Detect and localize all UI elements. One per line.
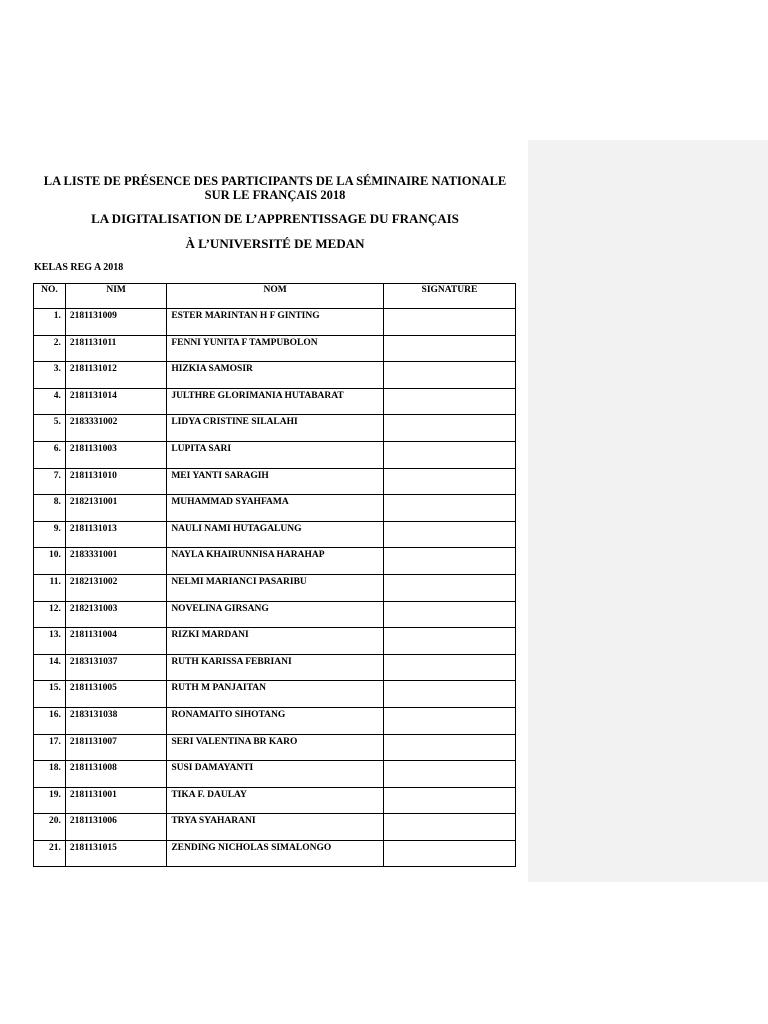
table-row bbox=[34, 814, 516, 841]
cell-nim: 2181131008 bbox=[65, 761, 166, 788]
cell-nom: TRYA SYAHARANI bbox=[167, 814, 384, 841]
cell-signature[interactable] bbox=[383, 309, 515, 336]
class-label: KELAS REG A 2018 bbox=[34, 262, 124, 273]
cell-no: 8. bbox=[34, 495, 66, 522]
header-no: NO. bbox=[34, 284, 66, 309]
cell-no: 20. bbox=[34, 814, 66, 841]
cell-nom: RIZKI MARDANI bbox=[167, 628, 384, 655]
cell-no: 9. bbox=[34, 521, 66, 548]
cell-signature[interactable] bbox=[383, 574, 515, 601]
cell-nom: HIZKIA SAMOSIR bbox=[167, 362, 384, 389]
cell-signature[interactable] bbox=[383, 441, 515, 468]
table-row bbox=[34, 362, 516, 389]
cell-no: 12. bbox=[34, 601, 66, 628]
cell-no: 16. bbox=[34, 707, 66, 734]
cell-nom: NAULI NAMI HUTAGALUNG bbox=[167, 521, 384, 548]
cell-nim: 2182131001 bbox=[65, 495, 166, 522]
document-title: LA LISTE DE PRÉSENCE DES PARTICIPANTS DE LA SÉMINAIRE NATIONALE SUR LE FRANÇAIS 2018 bbox=[43, 174, 507, 202]
cell-nom: MUHAMMAD SYAHFAMA bbox=[167, 495, 384, 522]
cell-no: 15. bbox=[34, 681, 66, 708]
table-row bbox=[34, 681, 516, 708]
cell-nim: 2183131038 bbox=[65, 707, 166, 734]
cell-nom: NAYLA KHAIRUNNISA HARAHAP bbox=[167, 548, 384, 575]
cell-nim: 2181131009 bbox=[65, 309, 166, 336]
cell-nom: NELMI MARIANCI PASARIBU bbox=[167, 574, 384, 601]
document-subtitle: LA DIGITALISATION DE L’APPRENTISSAGE DU FRANÇAIS bbox=[91, 211, 459, 226]
cell-signature[interactable] bbox=[383, 362, 515, 389]
cell-nim: 2181131014 bbox=[65, 388, 166, 415]
cell-nim: 2182131003 bbox=[65, 601, 166, 628]
cell-signature[interactable] bbox=[383, 814, 515, 841]
table-row bbox=[34, 787, 516, 814]
table-row bbox=[34, 707, 516, 734]
cell-nim: 2181131013 bbox=[65, 521, 166, 548]
comment-pane bbox=[528, 140, 768, 882]
cell-no: 18. bbox=[34, 761, 66, 788]
cell-no: 7. bbox=[34, 468, 66, 495]
cell-nom: MEI YANTI SARAGIH bbox=[167, 468, 384, 495]
cell-nim: 2181131003 bbox=[65, 441, 166, 468]
cell-no: 14. bbox=[34, 654, 66, 681]
cell-nom: LUPITA SARI bbox=[167, 441, 384, 468]
cell-signature[interactable] bbox=[383, 601, 515, 628]
table-row bbox=[34, 388, 516, 415]
table-row bbox=[34, 840, 516, 867]
cell-nom: ZENDING NICHOLAS SIMALONGO bbox=[167, 840, 384, 867]
cell-signature[interactable] bbox=[383, 761, 515, 788]
cell-signature[interactable] bbox=[383, 681, 515, 708]
cell-no: 5. bbox=[34, 415, 66, 442]
cell-nim: 2183331002 bbox=[65, 415, 166, 442]
table-row bbox=[34, 521, 516, 548]
table-row bbox=[34, 441, 516, 468]
cell-nim: 2183331001 bbox=[65, 548, 166, 575]
cell-nom: NOVELINA GIRSANG bbox=[167, 601, 384, 628]
document-location: À L’UNIVERSITÉ DE MEDAN bbox=[185, 236, 365, 251]
cell-nim: 2182131002 bbox=[65, 574, 166, 601]
cell-no: 4. bbox=[34, 388, 66, 415]
cell-signature[interactable] bbox=[383, 707, 515, 734]
cell-nim: 2181131010 bbox=[65, 468, 166, 495]
table-row bbox=[34, 548, 516, 575]
cell-signature[interactable] bbox=[383, 548, 515, 575]
table-row bbox=[34, 654, 516, 681]
cell-nom: TIKA F. DAULAY bbox=[167, 787, 384, 814]
cell-signature[interactable] bbox=[383, 840, 515, 867]
cell-signature[interactable] bbox=[383, 654, 515, 681]
cell-nim: 2181131007 bbox=[65, 734, 166, 761]
cell-nom: RUTH KARISSA FEBRIANI bbox=[167, 654, 384, 681]
cell-signature[interactable] bbox=[383, 415, 515, 442]
table-row bbox=[34, 495, 516, 522]
cell-nom: RUTH M PANJAITAN bbox=[167, 681, 384, 708]
header-signature: SIGNATURE bbox=[383, 284, 515, 309]
table-header-row bbox=[34, 284, 516, 309]
cell-no: 6. bbox=[34, 441, 66, 468]
cell-no: 17. bbox=[34, 734, 66, 761]
cell-nom: SUSI DAMAYANTI bbox=[167, 761, 384, 788]
cell-signature[interactable] bbox=[383, 521, 515, 548]
cell-no: 1. bbox=[34, 309, 66, 336]
table-row bbox=[34, 574, 516, 601]
table-body bbox=[34, 309, 516, 867]
cell-no: 3. bbox=[34, 362, 66, 389]
cell-nom: SERI VALENTINA BR KARO bbox=[167, 734, 384, 761]
cell-nom: ESTER MARINTAN H F GINTING bbox=[167, 309, 384, 336]
cell-signature[interactable] bbox=[383, 628, 515, 655]
cell-no: 11. bbox=[34, 574, 66, 601]
cell-nim: 2181131015 bbox=[65, 840, 166, 867]
cell-signature[interactable] bbox=[383, 468, 515, 495]
cell-nim: 2183131037 bbox=[65, 654, 166, 681]
cell-nim: 2181131011 bbox=[65, 335, 166, 362]
table-row bbox=[34, 415, 516, 442]
cell-nim: 2181131005 bbox=[65, 681, 166, 708]
cell-nom: FENNI YUNITA F TAMPUBOLON bbox=[167, 335, 384, 362]
cell-signature[interactable] bbox=[383, 787, 515, 814]
cell-signature[interactable] bbox=[383, 388, 515, 415]
cell-no: 21. bbox=[34, 840, 66, 867]
table-row bbox=[34, 734, 516, 761]
cell-signature[interactable] bbox=[383, 335, 515, 362]
cell-nim: 2181131001 bbox=[65, 787, 166, 814]
cell-nom: RONAMAITO SIHOTANG bbox=[167, 707, 384, 734]
table-row bbox=[34, 761, 516, 788]
header-nom: NOM bbox=[167, 284, 384, 309]
table-row bbox=[34, 628, 516, 655]
table-row bbox=[34, 468, 516, 495]
cell-no: 13. bbox=[34, 628, 66, 655]
cell-nim: 2181131006 bbox=[65, 814, 166, 841]
cell-nim: 2181131012 bbox=[65, 362, 166, 389]
cell-signature[interactable] bbox=[383, 734, 515, 761]
table-row bbox=[34, 309, 516, 336]
cell-no: 2. bbox=[34, 335, 66, 362]
cell-nom: JULTHRE GLORIMANIA HUTABARAT bbox=[167, 388, 384, 415]
cell-nim: 2181131004 bbox=[65, 628, 166, 655]
table-row bbox=[34, 335, 516, 362]
cell-no: 19. bbox=[34, 787, 66, 814]
cell-nom: LIDYA CRISTINE SILALAHI bbox=[167, 415, 384, 442]
attendance-table bbox=[33, 283, 516, 867]
cell-no: 10. bbox=[34, 548, 66, 575]
header-nim: NIM bbox=[65, 284, 166, 309]
cell-signature[interactable] bbox=[383, 495, 515, 522]
table-row bbox=[34, 601, 516, 628]
